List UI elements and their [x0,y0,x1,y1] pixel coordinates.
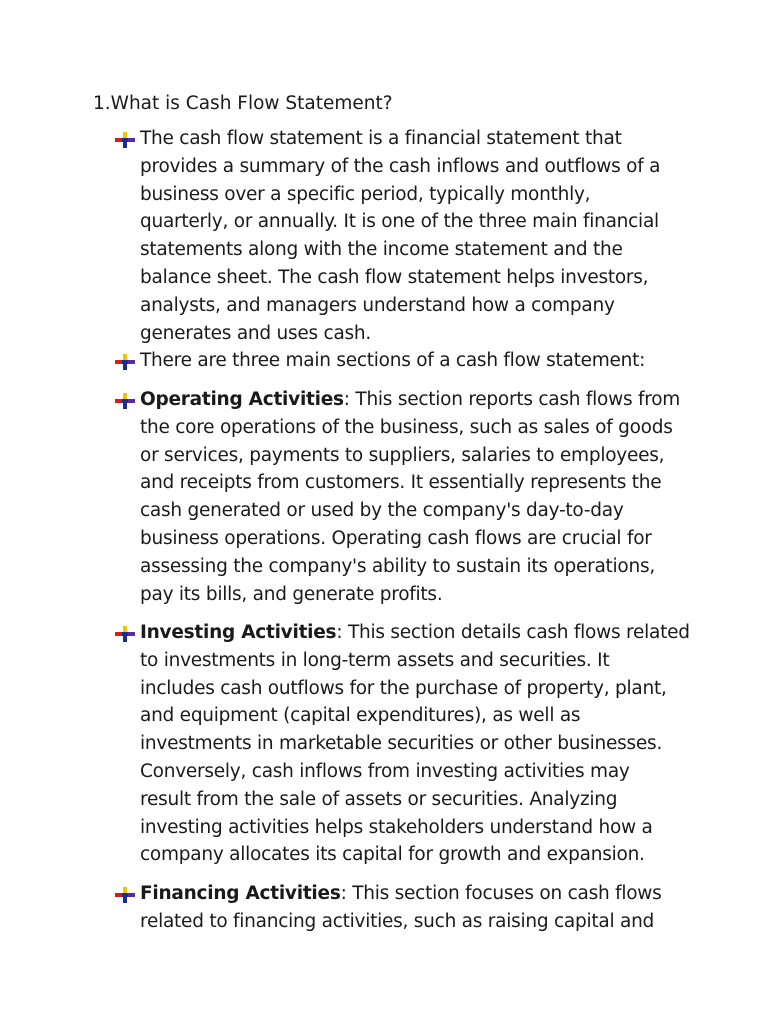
bullet-text [140,880,700,936]
section-heading: 1.What is Cash Flow Statement? [93,93,393,114]
bullet-text [140,125,700,347]
bullet-body: : This section focuses on cash flows related to financing activities, such as raising capital and [140,883,662,932]
bullet-text [140,386,700,608]
four-color-arrow-bullet-icon [115,393,135,409]
bullet-term: Investing Activities [140,622,337,643]
four-color-arrow-bullet-icon [115,354,135,370]
bullet-body: There are three main sections of a cash flow statement: [140,350,646,371]
bullet-term: Operating Activities [140,389,344,410]
bullet-body: : This section reports cash flows from the core operations of the business, such as sales of goods or services, payments to suppliers, salaries to employees, and receipts from customers. It essentially represents the cash generated or used by the company's day-to-day business operations. Operating cash flows are crucial for assessing the company's ability to sustain its operations, pay its bills, and generate profits. [140,389,681,605]
four-color-arrow-bullet-icon [115,132,135,148]
bullet-text [140,619,700,869]
bullet-term: Financing Activities [140,883,341,904]
bullet-body: The cash flow statement is a financial statement that provides a summary of the cash inflows and outflows of a business over a specific period, typically monthly, quarterly, or annually. It is one of the three main financial statements along with the income statement and the balance sheet. The cash flow statement helps investors, analysts, and managers understand how a company generates and uses cash. [140,128,661,344]
four-color-arrow-bullet-icon [115,887,135,903]
bullet-text [140,347,700,375]
four-color-arrow-bullet-icon [115,626,135,642]
bullet-body: : This section details cash flows related to investments in long-term assets and securities. It includes cash outflows for the purchase of property, plant, and equipment (capital expenditures), as well as investments in marketable securities or other businesses. Conversely, cash inflows from investing activities may result from the sale of assets or securities. Analyzing investing activities helps stakeholders understand how a company allocates its capital for growth and expansion. [140,622,690,866]
